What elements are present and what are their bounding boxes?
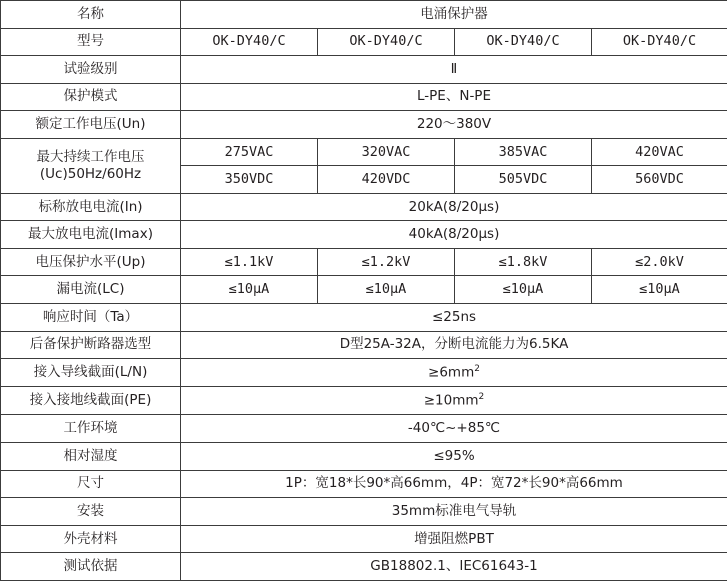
row-value-cell: OK-DY40/C: [455, 28, 592, 56]
table-row: [1, 83, 727, 111]
table-row: [1, 276, 727, 304]
row-label: 型号: [1, 28, 181, 56]
row-value: D型25A-32A，分断电流能力为6.5KA: [181, 331, 727, 359]
row-value: 20kA(8/20μs): [181, 193, 727, 221]
row-value-text: ≥10mm: [423, 392, 479, 409]
row-value-text: ≥6mm: [428, 364, 475, 381]
row-value: 35mm标准电气导轨: [181, 498, 727, 526]
row-label: 相对湿度: [1, 443, 181, 471]
row-value-cell: ≤1.2kV: [318, 248, 455, 276]
table-row: [1, 553, 727, 581]
row-value: [181, 387, 727, 415]
row-value-superscript: 2: [478, 392, 485, 403]
table-row: [1, 443, 727, 471]
table-row: [1, 248, 727, 276]
row-value-cell: 420VDC: [318, 166, 455, 194]
table-row: [1, 331, 727, 359]
table-row: [1, 221, 727, 249]
table-row: [1, 387, 727, 415]
row-label: [1, 138, 181, 193]
row-value-cell: 350VDC: [181, 166, 318, 194]
row-label: 测试依据: [1, 553, 181, 581]
row-value: 1P：宽18*长90*高66mm，4P：宽72*长90*高66mm: [181, 470, 727, 498]
row-value-cell: ≤10μA: [455, 276, 592, 304]
row-value-cell: ≤10μA: [592, 276, 727, 304]
row-value: ≤25ns: [181, 304, 727, 332]
row-label: 尺寸: [1, 470, 181, 498]
row-value: ≤95%: [181, 443, 727, 471]
row-value-cell: OK-DY40/C: [592, 28, 727, 56]
table-row: [1, 193, 727, 221]
row-label: 安装: [1, 498, 181, 526]
row-value-cell: 560VDC: [592, 166, 727, 194]
row-value: [181, 359, 727, 387]
row-value: 220～380V: [181, 111, 727, 139]
table-row: [1, 470, 727, 498]
row-label-line1: 最大持续工作电压: [36, 148, 145, 165]
row-label: 名称: [1, 1, 181, 29]
row-label: 额定工作电压(Un): [1, 111, 181, 139]
row-label: 外壳材料: [1, 525, 181, 553]
row-label-line2: (Uc)50Hz/60Hz: [39, 165, 142, 182]
table-row: [1, 359, 727, 387]
table-row: [1, 138, 727, 166]
row-label: 试验级别: [1, 56, 181, 84]
row-value-cell: OK-DY40/C: [318, 28, 455, 56]
table-row: [1, 28, 727, 56]
row-label: 标称放电电流(In): [1, 193, 181, 221]
row-value-cell: 275VAC: [181, 138, 318, 166]
row-value-cell: ≤10μA: [318, 276, 455, 304]
table-row: [1, 56, 727, 84]
row-value: Ⅱ: [181, 56, 727, 84]
row-value: 40kA(8/20μs): [181, 221, 727, 249]
row-label: 接入导线截面(L/N): [1, 359, 181, 387]
row-label: 漏电流(LC): [1, 276, 181, 304]
table-row: [1, 111, 727, 139]
row-label: 后备保护断路器选型: [1, 331, 181, 359]
row-value: 增强阻燃PBT: [181, 525, 727, 553]
row-value-cell: 385VAC: [455, 138, 592, 166]
row-value-superscript: 2: [474, 364, 480, 375]
row-value: -40℃~+85℃: [181, 415, 727, 443]
row-label: 最大放电电流(Imax): [1, 221, 181, 249]
row-value-cell: 505VDC: [455, 166, 592, 194]
row-value-cell: 320VAC: [318, 138, 455, 166]
row-value-cell: ≤1.1kV: [181, 248, 318, 276]
row-label: 接入接地线截面(PE): [1, 387, 181, 415]
table-row: [1, 525, 727, 553]
row-label: 工作环境: [1, 415, 181, 443]
table-row: [1, 415, 727, 443]
table-row: [1, 498, 727, 526]
row-value-cell: OK-DY40/C: [181, 28, 318, 56]
row-value-cell: ≤1.8kV: [455, 248, 592, 276]
row-label: 响应时间（Ta）: [1, 304, 181, 332]
row-value-cell: ≤2.0kV: [592, 248, 727, 276]
row-value: 电涌保护器: [181, 1, 727, 29]
row-value: GB18802.1、IEC61643-1: [181, 553, 727, 581]
table-row: [1, 304, 727, 332]
table-row: [1, 1, 727, 29]
row-label: 保护模式: [1, 83, 181, 111]
row-label: 电压保护水平(Up): [1, 248, 181, 276]
table-body: [1, 1, 727, 581]
row-value-cell: 420VAC: [592, 138, 727, 166]
row-value-cell: ≤10μA: [181, 276, 318, 304]
row-value: L-PE、N-PE: [181, 83, 727, 111]
